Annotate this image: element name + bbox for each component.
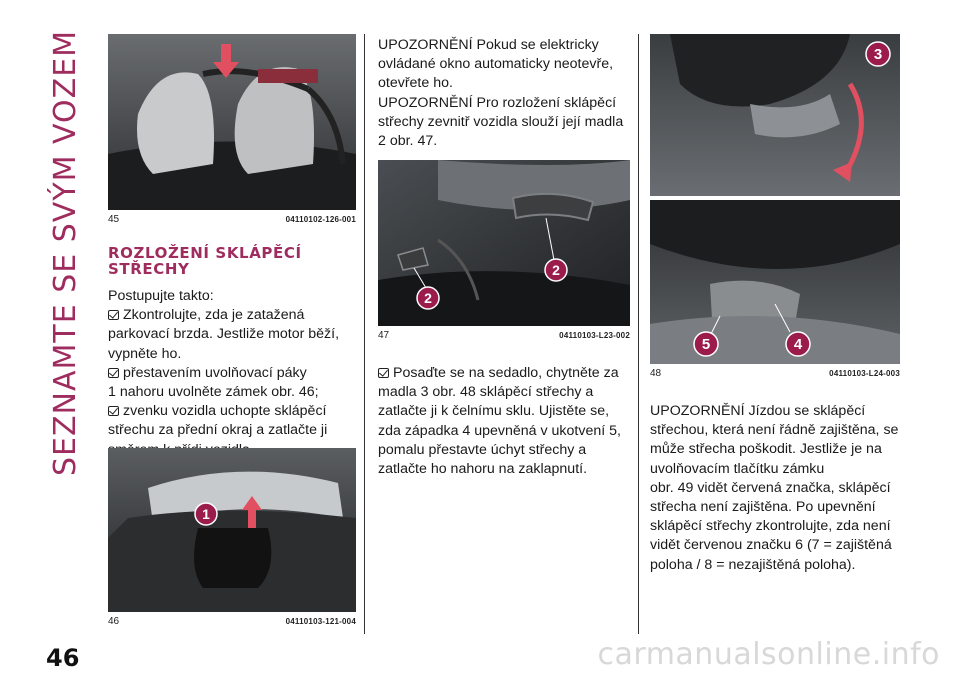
roof-handle-illustration [378, 160, 630, 326]
figure-code: 04110103-L24-003 [829, 369, 900, 378]
figure-47-block [378, 160, 630, 341]
page-number: 46 [46, 644, 80, 672]
warning-2-line: střechy zevnitř vozidla slouží její madla [378, 113, 624, 130]
figure-code: 04110102-126-001 [285, 215, 356, 224]
warning-3-line: může střecha poškodit. Jestliže je na [650, 441, 882, 458]
step-4: Posaďte se na sedadlo, chytněte za [378, 364, 634, 383]
checkmark-icon [378, 368, 389, 378]
middle-steps [378, 364, 634, 479]
warning-3: UPOZORNĚNÍ Jízdou se sklápěcí [650, 403, 866, 419]
step-3-line: střechu za přední okraj a zatlačte ji [108, 422, 328, 439]
step-4-line: zda západka 4 upevněná v ukotvení 5, [378, 422, 621, 439]
step-3: zvenku vozidla uchopte sklápěcí [108, 402, 356, 421]
figure-number: 46 [108, 616, 120, 627]
step-4-line: pomalu přestavte úchyt střechy a [378, 441, 587, 458]
figure-46-block [108, 448, 356, 627]
checkmark-icon [108, 310, 119, 320]
warning-3-line: vidět červenou značku 6 (7 = zajištěná [650, 537, 892, 554]
figure-46-caption [108, 616, 356, 627]
release-lever-illustration [108, 448, 356, 612]
warning-1: UPOZORNĚNÍ Pokud se elektricky [378, 37, 599, 53]
step-4-line: madla 3 obr. 48 sklápěcí střechy a [378, 384, 594, 401]
warning-1-line: ovládané okno automaticky neotevře, [378, 56, 614, 73]
left-body-text [108, 287, 356, 460]
step-1-line: parkovací brzda. Jestliže motor běží, [108, 326, 340, 343]
figure-number: 45 [108, 214, 120, 225]
roadster-seats-illustration [108, 34, 356, 210]
step-2-line: 1 nahoru uvolněte zámek obr. 46; [108, 384, 319, 401]
figure-46 [108, 448, 356, 612]
figure-48-block [650, 34, 900, 379]
section-heading [108, 245, 356, 277]
chapter-title: SEZNAMTE SE SVÝM VOZEM [48, 30, 83, 477]
figure-number: 48 [650, 368, 662, 379]
warning-3-line: uvolňovacím tlačítku zámku [650, 460, 825, 477]
warning-3-line: střecha není zajištěna. Po upevnění [650, 499, 876, 516]
roof-latch-illustration [650, 34, 900, 364]
step-2: přestavením uvolňovací páky [108, 364, 356, 383]
step-1-line: vypněte ho. [108, 345, 182, 362]
figure-number: 47 [378, 330, 390, 341]
divider-left [364, 34, 365, 634]
right-column-text [650, 402, 910, 575]
left-column [108, 34, 356, 460]
step-1: Zkontrolujte, zda je zatažená [108, 306, 356, 325]
callout-label: 2 [424, 290, 432, 306]
callout-label: 2 [552, 262, 560, 278]
figure-45-caption [108, 214, 356, 225]
warning-2-line: 2 obr. 47. [378, 133, 438, 150]
warning-1-line: otevřete ho. [378, 75, 453, 92]
callout-label: 4 [793, 336, 803, 353]
step-4-line: zatlačte ji k čelnímu sklu. Ujistěte se, [378, 403, 610, 420]
figure-47-caption [378, 330, 630, 341]
callout-label: 1 [202, 506, 210, 522]
figure-47 [378, 160, 630, 326]
figure-48 [650, 34, 900, 364]
warning-2: UPOZORNĚNÍ Pro rozložení sklápěcí [378, 94, 617, 111]
callout-label: 3 [873, 46, 883, 63]
figure-45 [108, 34, 356, 210]
checkmark-icon [108, 406, 119, 416]
intro-text: Postupujte takto: [108, 288, 214, 304]
warning-3-line: poloha / 8 = nezajištěná poloha). [650, 556, 856, 573]
warning-3-line: sklápěcí střechy zkontrolujte, zda není [650, 518, 891, 535]
figure-code: 04110103-L23-002 [559, 331, 630, 340]
callout-label: 5 [701, 336, 711, 353]
heading-line: STŘECHY [108, 260, 190, 278]
divider-right [638, 34, 639, 634]
middle-column [378, 36, 630, 151]
figure-code: 04110103-121-004 [285, 617, 356, 626]
watermark: carmanualsonline.info [597, 637, 940, 672]
checkmark-icon [108, 368, 119, 378]
warning-3-line: střechou, která není řádně zajištěna, se [650, 422, 899, 439]
figure-48-caption [650, 368, 900, 379]
warning-3-line: obr. 49 vidět červená značka, sklápěcí [650, 479, 891, 496]
heading-line: ROZLOŽENÍ SKLÁPĚCÍ [108, 244, 302, 262]
step-4-line: zatlačte ho nahoru na zaklapnutí. [378, 461, 588, 478]
